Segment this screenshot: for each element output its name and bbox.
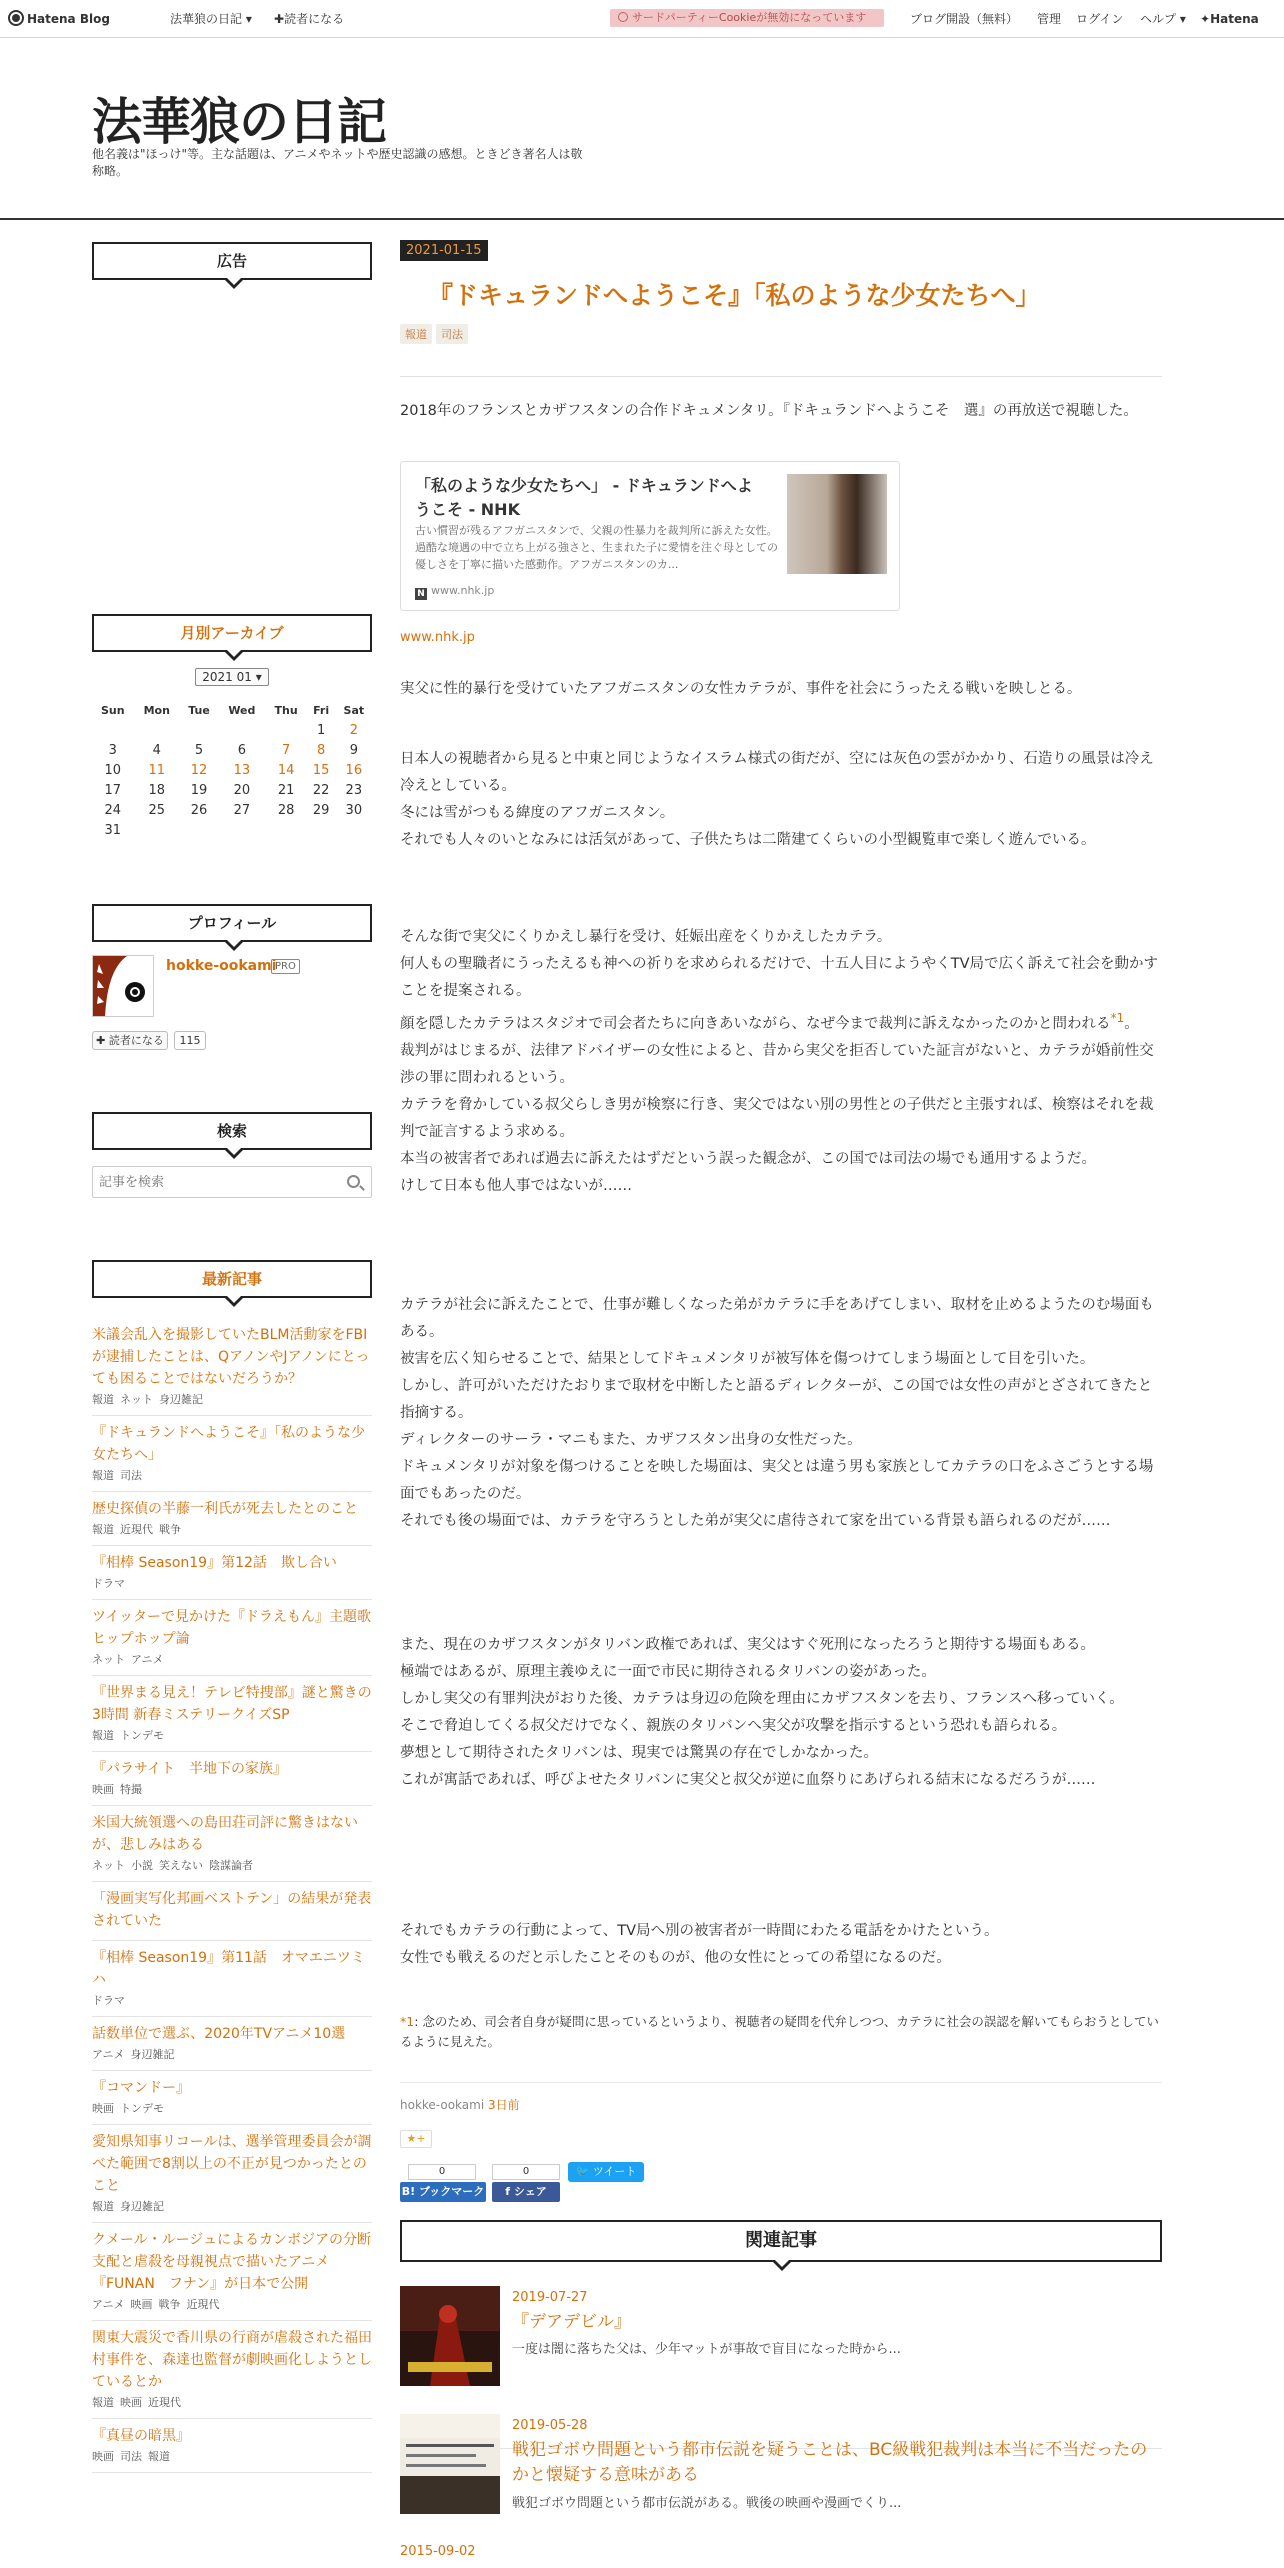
category-link[interactable]: トンデモ <box>120 1729 164 1742</box>
recent-entry-tags <box>92 1521 372 1537</box>
calendar-day: 18 <box>148 782 166 798</box>
list-item <box>92 1941 372 2017</box>
text-line: そんな街で実父にくりかえし暴行を受け、妊娠出産をくりかえしたカテラ。 <box>400 929 892 945</box>
category-link[interactable]: 報道 <box>92 1469 114 1482</box>
category-link[interactable]: 身辺雑記 <box>130 2048 175 2061</box>
recent-entry-link[interactable]: 『相棒 Season19』第12話 欺し合い <box>92 1555 337 1571</box>
category-link[interactable]: 報道 <box>92 2200 114 2213</box>
text-line: ディレクターのサーラ・マニもまた、カザフスタン出身の女性だった。 <box>400 1432 862 1448</box>
related-thumbnail[interactable] <box>400 2414 500 2514</box>
calendar-day <box>134 720 180 740</box>
category-link[interactable]: 報道 <box>148 2450 170 2463</box>
calendar-weekday: Thu <box>274 703 298 717</box>
related-entry <box>400 2414 1162 2514</box>
text-line: それでも人々のいとなみには活気があって、子供たちは二階建てくらいの小型観覧車で楽しく遊んでいる。 <box>400 832 1096 848</box>
subscribe-button[interactable]: ✚ 読者になる <box>92 1031 168 1050</box>
profile-module-title: プロフィール <box>92 904 372 942</box>
hatena-blog-logo[interactable] <box>8 0 110 38</box>
recent-entries-list <box>92 1318 372 2473</box>
category-link[interactable]: 戦争 <box>158 2298 181 2311</box>
category-link[interactable]: アニメ <box>92 2048 125 2061</box>
text-line: けして日本も他人事ではないが…… <box>400 1177 632 1194</box>
calendar-day[interactable]: 15 <box>312 762 330 778</box>
category-link[interactable]: ネット <box>92 1653 125 1666</box>
hatena-link[interactable]: ✦Hatena <box>1200 12 1259 26</box>
calendar-day: 17 <box>104 782 122 798</box>
wolf-avatar-icon <box>93 956 154 1017</box>
entry-paragraph-1 <box>400 676 1165 703</box>
list-item <box>92 2223 372 2321</box>
text-line: 裁判がはじまるが、法律アドバイザーの女性によると、昔から実父を拒否していた証言がないと、カテラが婚前性交渉の罪に問われるという。 <box>400 1042 1154 1086</box>
calendar-day <box>336 820 372 840</box>
help-dropdown[interactable]: ヘルプ ▾ <box>1140 12 1186 26</box>
calendar-day: 28 <box>277 802 295 818</box>
source-link[interactable]: www.nhk.jp <box>400 630 475 645</box>
login-link[interactable]: ログイン <box>1076 12 1124 26</box>
blog-title[interactable]: 法華狼の日記 <box>92 93 386 151</box>
blog-menu-dropdown[interactable]: 法華狼の日記 ▾ <box>170 12 252 26</box>
calendar-day[interactable]: 13 <box>233 762 251 778</box>
text-line: また、現在のカザフスタンがタリバン政権であれば、実父はすぐ死刑になったろうと期待する場面もある。 <box>400 1637 1095 1653</box>
calendar-day[interactable]: 8 <box>316 742 326 758</box>
search-module-title: 検索 <box>92 1112 372 1150</box>
recent-entry-link[interactable]: クメール・ルージュによるカンボジアの分断支配と虐殺を母親視点で描いたアニメ『FUNAN フナン』が日本で公開 <box>92 2232 372 2292</box>
category-link[interactable]: 報道 <box>92 2396 114 2409</box>
category-link[interactable]: 特撮 <box>120 1783 142 1796</box>
category-link[interactable]: ドラマ <box>92 1994 125 2007</box>
entry-paragraph-2 <box>400 746 1165 854</box>
recent-entry-link[interactable]: 関東大震災で香川県の行商が虐殺された福田村事件を、森達也監督が劇映画化しようとしているとか <box>92 2330 372 2390</box>
text-line: カテラが社会に訴えたことで、仕事が難しくなった弟がカテラに手をあげてしまい、取材を止めるようたのむ場面もある。 <box>400 1297 1154 1340</box>
text-line: しかし、許可がいただけたおりまで取材を中断したと語るディレクターが、この国では女性の声がとざされてきたと指摘する。 <box>400 1378 1153 1421</box>
list-item <box>92 1318 372 1416</box>
facebook-share-button[interactable]: f シェア <box>492 2182 560 2202</box>
recent-entry-tags <box>92 2198 372 2214</box>
footnote-anchor-link[interactable]: *1 <box>400 2014 415 2029</box>
calendar-weekday: Mon <box>143 703 170 717</box>
nhk-icon: N <box>415 588 427 600</box>
entry-paragraph-3 <box>400 924 1165 1200</box>
recent-entry-link[interactable]: ツイッターで見かけた『ドラえもん』主題歌ヒップホップ論 <box>92 1609 372 1647</box>
recent-entry-link[interactable]: 愛知県知事リコールは、選挙管理委員会が調べた範囲で8割以上の不正が見つかったとのこと <box>92 2134 372 2194</box>
category-link[interactable]: 報道 <box>92 1393 114 1406</box>
footnote-ref-link[interactable]: *1 <box>1110 1011 1125 1025</box>
calendar-day: 5 <box>194 742 204 758</box>
subscribe-link[interactable]: ✚読者になる <box>274 12 345 26</box>
list-item <box>92 2419 372 2473</box>
recent-entry-tags <box>92 1467 372 1483</box>
related-entry <box>400 2286 1162 2386</box>
category-link[interactable]: 映画 <box>130 2298 153 2311</box>
calendar-day: 21 <box>277 782 295 798</box>
subscriber-count[interactable]: 115 <box>174 1031 206 1050</box>
category-link[interactable]: 近現代 <box>186 2298 220 2311</box>
calendar-day <box>134 820 180 840</box>
archive-module-title: 月別アーカイブ <box>92 614 372 652</box>
category-link[interactable]: ネット <box>92 1859 125 1872</box>
divider <box>400 376 1162 377</box>
entry-footer <box>400 2096 520 2113</box>
list-item <box>92 2071 372 2125</box>
list-item <box>92 1600 372 1676</box>
text-line: カテラを脅かしている叔父らしき男が検察に行き、実父ではない別の男性との子供だと主張すれば、検察はそれを裁判で証言するよう求める。 <box>400 1096 1154 1140</box>
calendar-day: 10 <box>104 762 122 778</box>
category-link[interactable]: 司法 <box>120 1469 142 1482</box>
recent-entry-tags <box>92 1651 372 1667</box>
blog-header <box>0 38 1284 220</box>
category-link[interactable]: アニメ <box>92 2298 125 2311</box>
pro-badge: PRO <box>271 959 300 974</box>
category-link[interactable]: 身辺雑記 <box>120 2200 164 2213</box>
text-line: 夢想として期待されたタリバンは、現実では驚異の存在でしかなかった。 <box>400 1745 879 1761</box>
embed-domain: N www.nhk.jp <box>415 584 494 600</box>
embed-thumbnail[interactable] <box>787 474 887 574</box>
category-link[interactable]: 報道 <box>92 1523 114 1536</box>
list-item <box>92 1882 372 1941</box>
related-entries-title: 関連記事 <box>400 2220 1162 2262</box>
list-item <box>92 1676 372 1752</box>
logo-text: Hatena Blog <box>27 12 110 26</box>
recent-entry-tags <box>92 2046 372 2062</box>
recent-entry-tags <box>92 2100 372 2116</box>
recent-entry-link[interactable]: 「漫画実写化邦画ベストテン」の結果が発表されていた <box>92 1891 372 1929</box>
divider <box>400 2082 1162 2083</box>
category-link[interactable]: 映画 <box>92 1783 114 1796</box>
calendar-weekday: Wed <box>228 703 256 717</box>
text-line: 冬には雪がつもる緯度のアフガニスタン。 <box>400 805 675 821</box>
related-snippet: 戦犯ゴボウ問題という都市伝説がある。戦後の映画や漫画でくり... <box>512 2496 902 2511</box>
category-link[interactable]: 身辺雑記 <box>159 1393 203 1406</box>
entry-categories <box>400 324 472 344</box>
search-input[interactable] <box>93 1167 333 1197</box>
category-tag[interactable]: 司法 <box>436 324 468 344</box>
cookie-notice: サードパーティーCookieが無効になっています <box>610 9 884 27</box>
calendar-weekday: Tue <box>188 703 210 717</box>
recent-entry-tags <box>92 1781 372 1797</box>
hatena-logo-icon <box>8 10 24 26</box>
calendar-day <box>180 720 218 740</box>
add-star-button[interactable]: ★+ <box>400 2130 432 2148</box>
info-icon <box>618 12 628 22</box>
related-title-link[interactable]: 戦犯ゴボウ問題という都市伝説を疑うことは、BC級戦犯裁判は本当に不当だったのかと懐疑する意味がある <box>512 2440 1148 2485</box>
category-link[interactable]: 近現代 <box>148 2396 181 2409</box>
calendar-week <box>92 760 372 780</box>
list-item <box>92 1546 372 1600</box>
list-item <box>92 2321 372 2419</box>
category-link[interactable]: 笑えない <box>159 1859 203 1872</box>
calendar-weekday: Sat <box>343 703 365 717</box>
recent-entry-link[interactable]: 『真昼の暗黒』 <box>92 2428 190 2444</box>
calendar-day: 23 <box>345 782 363 798</box>
calendar-day[interactable]: 11 <box>148 762 166 778</box>
plus-icon: ✚ <box>274 12 285 26</box>
entry-intro: 2018年のフランスとカザフスタンの合作ドキュメンタリ。『ドキュランドへようこそ 選』の再放送で視聴した。 <box>400 403 1138 419</box>
calendar-day: 9 <box>349 742 358 758</box>
calendar-week <box>92 820 372 840</box>
calendar-day: 3 <box>108 742 117 758</box>
recent-entry-tags <box>92 2448 372 2464</box>
archive-calendar <box>92 700 372 840</box>
category-link[interactable]: 近現代 <box>120 1523 153 1536</box>
recent-entry-tags <box>92 2296 372 2312</box>
recent-entry-link[interactable]: 『コマンドー』 <box>92 2080 190 2096</box>
recent-module-title: 最新記事 <box>92 1260 372 1298</box>
list-item <box>92 1416 372 1492</box>
category-link[interactable]: ネット <box>120 1393 153 1406</box>
calendar-day <box>180 820 218 840</box>
calendar-day <box>92 720 134 740</box>
calendar-week <box>92 800 372 820</box>
related-date[interactable]: 2015-09-02 <box>400 2544 476 2559</box>
blog-description: 他名義は"ほっけ"等。主な話題は、アニメやネットや歴史認識の感想。ときどき著名人は敬称略。 <box>92 147 583 178</box>
recent-entry-link[interactable]: 歴史探偵の半藤一利氏が死去したとのこと <box>92 1501 358 1517</box>
twitter-bird-icon: 🐦 <box>575 2165 590 2178</box>
text-line: 女性でも戦えるのだと示したことそのものが、他の女性にとっての希望になるのだ。 <box>400 1950 951 1966</box>
calendar-day[interactable]: 16 <box>345 762 363 778</box>
text-line: これが寓話であれば、呼びよせたタリバンに実父と叔父が逆に血祭りにあげられる結末になるだろうが…… <box>400 1772 1096 1788</box>
search-icon[interactable] <box>347 1175 360 1188</box>
entry-date[interactable]: 2021-01-15 <box>400 240 488 261</box>
list-item <box>92 1806 372 1882</box>
recent-entry-tags <box>92 1857 372 1873</box>
category-link[interactable]: 小説 <box>131 1859 153 1872</box>
avatar[interactable] <box>92 955 154 1017</box>
calendar-day: 6 <box>237 742 246 758</box>
calendar-day <box>307 820 336 840</box>
profile-name-link[interactable]: hokke-ookami <box>166 958 277 974</box>
recent-entry-link[interactable]: 米議会乱入を撮影していたBLM活動家をFBIが逮捕したことは、QアノンやJアノンにとっても困ることではないだろうか？ <box>92 1327 370 1387</box>
facebook-count[interactable]: 0 <box>492 2164 560 2180</box>
related-title-link[interactable]: 『デアデビル』 <box>512 2312 631 2332</box>
entry-paragraph-5 <box>400 1632 1165 1794</box>
calendar-day[interactable]: 7 <box>281 742 291 758</box>
related-date[interactable]: 2019-07-27 <box>512 2290 588 2305</box>
related-snippet: 一度は闇に落ちた父は、少年マットが事故で盲目になった時から... <box>512 2342 901 2357</box>
list-item <box>92 1752 372 1806</box>
category-link[interactable]: ドラマ <box>92 1577 125 1590</box>
calendar-day: 29 <box>312 802 330 818</box>
calendar-day <box>266 720 307 740</box>
permalink[interactable]: 3日前 <box>487 2098 520 2112</box>
search-form <box>92 1166 372 1198</box>
calendar-day: 26 <box>190 802 208 818</box>
start-blog-link[interactable]: ブログ開設（無料） <box>910 12 1019 26</box>
entry-title[interactable]: 『ドキュランドへようこそ』「私のような少女たちへ」 <box>428 281 1041 310</box>
calendar-day <box>266 820 307 840</box>
embed-title[interactable]: 「私のような少女たちへ」 - ドキュランドへようこそ - NHK <box>415 476 753 519</box>
list-item <box>92 2017 372 2071</box>
text-line: そこで脅迫してくる叔父だけでなく、親族のタリバンへ実父が攻撃を指示するという恐れも語られる。 <box>400 1718 1067 1734</box>
text-line: 日本人の視聴者から見ると中東と同じようなイスラム様式の街だが、空には灰色の雲がかかり、石造りの風景は冷え冷えとしている。 <box>400 751 1154 794</box>
calendar-week <box>92 720 372 740</box>
calendar-weekday: Fri <box>313 703 330 717</box>
category-link[interactable]: 映画 <box>92 2450 114 2463</box>
hatena-bookmark-button[interactable]: B! ブックマーク <box>400 2182 486 2202</box>
related-thumbnail[interactable] <box>400 2286 500 2386</box>
footnote: *1: 念のため、司会者自身が疑問に思っているというより、視聴者の疑問を代弁しつつ、カテラに社会の誤認を解いてもらおうとしているように見えた。 <box>400 2014 1159 2049</box>
recent-entry-link[interactable]: 『相棒 Season19』第11話 オマエニツミハ <box>92 1950 365 1988</box>
text-line: それでもカテラの行動によって、TV局へ別の被害者が一時間にわたる電話をかけたという。 <box>400 1923 999 1939</box>
calendar-day <box>218 720 266 740</box>
calendar-day: 24 <box>104 802 122 818</box>
text-line: 極端ではあるが、原理主義ゆえに一面で市民に期待されるタリバンの姿があった。 <box>400 1664 936 1680</box>
category-link[interactable]: 陰謀論者 <box>209 1859 253 1872</box>
category-link[interactable]: 映画 <box>92 2102 114 2115</box>
category-link[interactable]: アニメ <box>131 1653 164 1666</box>
text-line: 顔を隠したカテラはスタジオで司会者たちに向きあいながら、なぜ今まで裁判に訴えなかったのかと問われる$^{*1}$。 <box>400 1011 1139 1032</box>
recent-entry-link[interactable]: 米国大統領選への島田荘司評に驚きはないが、悲しみはある <box>92 1815 358 1853</box>
category-tag[interactable]: 報道 <box>400 324 432 344</box>
recent-entry-tags <box>92 2394 372 2410</box>
calendar-day: 4 <box>152 742 161 758</box>
recent-entry-tags <box>92 1992 372 2008</box>
category-link[interactable]: 報道 <box>92 1729 114 1742</box>
text-line: しかし実父の有罪判決がおりた後、カテラは身辺の危険を理由にカザフスタンを去り、フランスへ移っていく。 <box>400 1691 1124 1707</box>
category-link[interactable]: 映画 <box>120 2396 142 2409</box>
text-line: 実父に性的暴行を受けていたアフガニスタンの女性カテラが、事件を社会にうったえる戦いを映しとる。 <box>400 681 1082 697</box>
admin-link[interactable]: 管理 <box>1037 12 1062 26</box>
calendar-day: 30 <box>345 802 363 818</box>
calendar-day[interactable]: 12 <box>190 762 208 778</box>
calendar-weekday: Sun <box>100 703 125 717</box>
calendar-day: 31 <box>104 822 122 838</box>
embed-description: 古い慣習が残るアフガニスタンで、父親の性暴力を裁判所に訴えた女性。過酷な境遇の中で立ち上がる強さと、生まれた子に愛情を注ぐ母としての優しさを丁寧に描いた感動作。アフガニスタンのカ... <box>415 524 778 571</box>
calendar-day: 20 <box>233 782 251 798</box>
calendar-day: 25 <box>148 802 166 818</box>
plus-icon: ✚ <box>96 1034 109 1047</box>
global-header <box>0 0 1284 38</box>
calendar-day: 27 <box>233 802 251 818</box>
recent-entry-tags <box>92 1727 372 1743</box>
calendar-week <box>92 780 372 800</box>
recent-entry-link[interactable]: 『世界まる見え！テレビ特捜部』謎と驚きの3時間 新春ミステリークイズSP <box>92 1685 372 1723</box>
ad-module-title: 広告 <box>92 242 372 280</box>
archive-month-select[interactable]: 2021 01 ▾ <box>195 668 269 686</box>
calendar-day[interactable]: 2 <box>349 722 358 738</box>
text-line: 何人もの聖職者にうったえるも神への祈りを求められるだけで、十五人目にようやくTV局で広く訴えて社会を動かすことを提案される。 <box>400 956 1158 999</box>
related-date[interactable]: 2019-05-28 <box>512 2418 588 2433</box>
list-item <box>92 2125 372 2223</box>
calendar-day: 22 <box>312 782 330 798</box>
text-line: ドキュメンタリが対象を傷つけることを映した場面は、実父とは違う男も家族としてカテラの口をふさごうとする場面でもあったのだ。 <box>400 1459 1154 1502</box>
category-link[interactable]: トンデモ <box>120 2102 164 2115</box>
calendar-day[interactable]: 14 <box>277 762 295 778</box>
category-link[interactable]: 司法 <box>120 2450 142 2463</box>
recent-entry-tags <box>92 1391 372 1407</box>
list-item <box>92 1492 372 1546</box>
calendar-day: 19 <box>190 782 208 798</box>
text-line: 被害を広く知らせることで、結果としてドキュメンタリが被写体を傷つけてしまう場面として目を引いた。 <box>400 1351 1095 1367</box>
entry-paragraph-6 <box>400 1918 1165 1972</box>
tweet-button[interactable]: 🐦 ツイート <box>568 2162 644 2182</box>
text-line: それでも後の場面では、カテラを守ろうとした弟が実父に虐待されて家を出ている背景も語られるのだが…… <box>400 1513 1111 1529</box>
hatebu-count[interactable]: 0 <box>408 2164 476 2180</box>
recent-entry-link[interactable]: 『ドキュランドへようこそ』「私のような少女たちへ」 <box>92 1425 365 1463</box>
embed-card[interactable] <box>400 461 900 611</box>
recent-entry-link[interactable]: 話数単位で選ぶ、2020年TVアニメ10選 <box>92 2026 346 2042</box>
author-link[interactable]: hokke-ookami <box>400 2098 485 2112</box>
calendar-day: 1 <box>316 722 326 738</box>
calendar-day <box>218 820 266 840</box>
entry-paragraph-4 <box>400 1292 1165 1535</box>
text-line: 本当の被害者であれば過去に訴えたはずだという誤った観念が、この国では司法の場でも通用するようだ。 <box>400 1150 1096 1167</box>
hatena-mark-icon: ✦ <box>1200 12 1211 26</box>
category-link[interactable]: 戦争 <box>159 1523 181 1536</box>
calendar-week <box>92 740 372 760</box>
recent-entry-tags <box>92 1575 372 1591</box>
recent-entry-link[interactable]: 『パラサイト 半地下の家族』 <box>92 1761 288 1777</box>
